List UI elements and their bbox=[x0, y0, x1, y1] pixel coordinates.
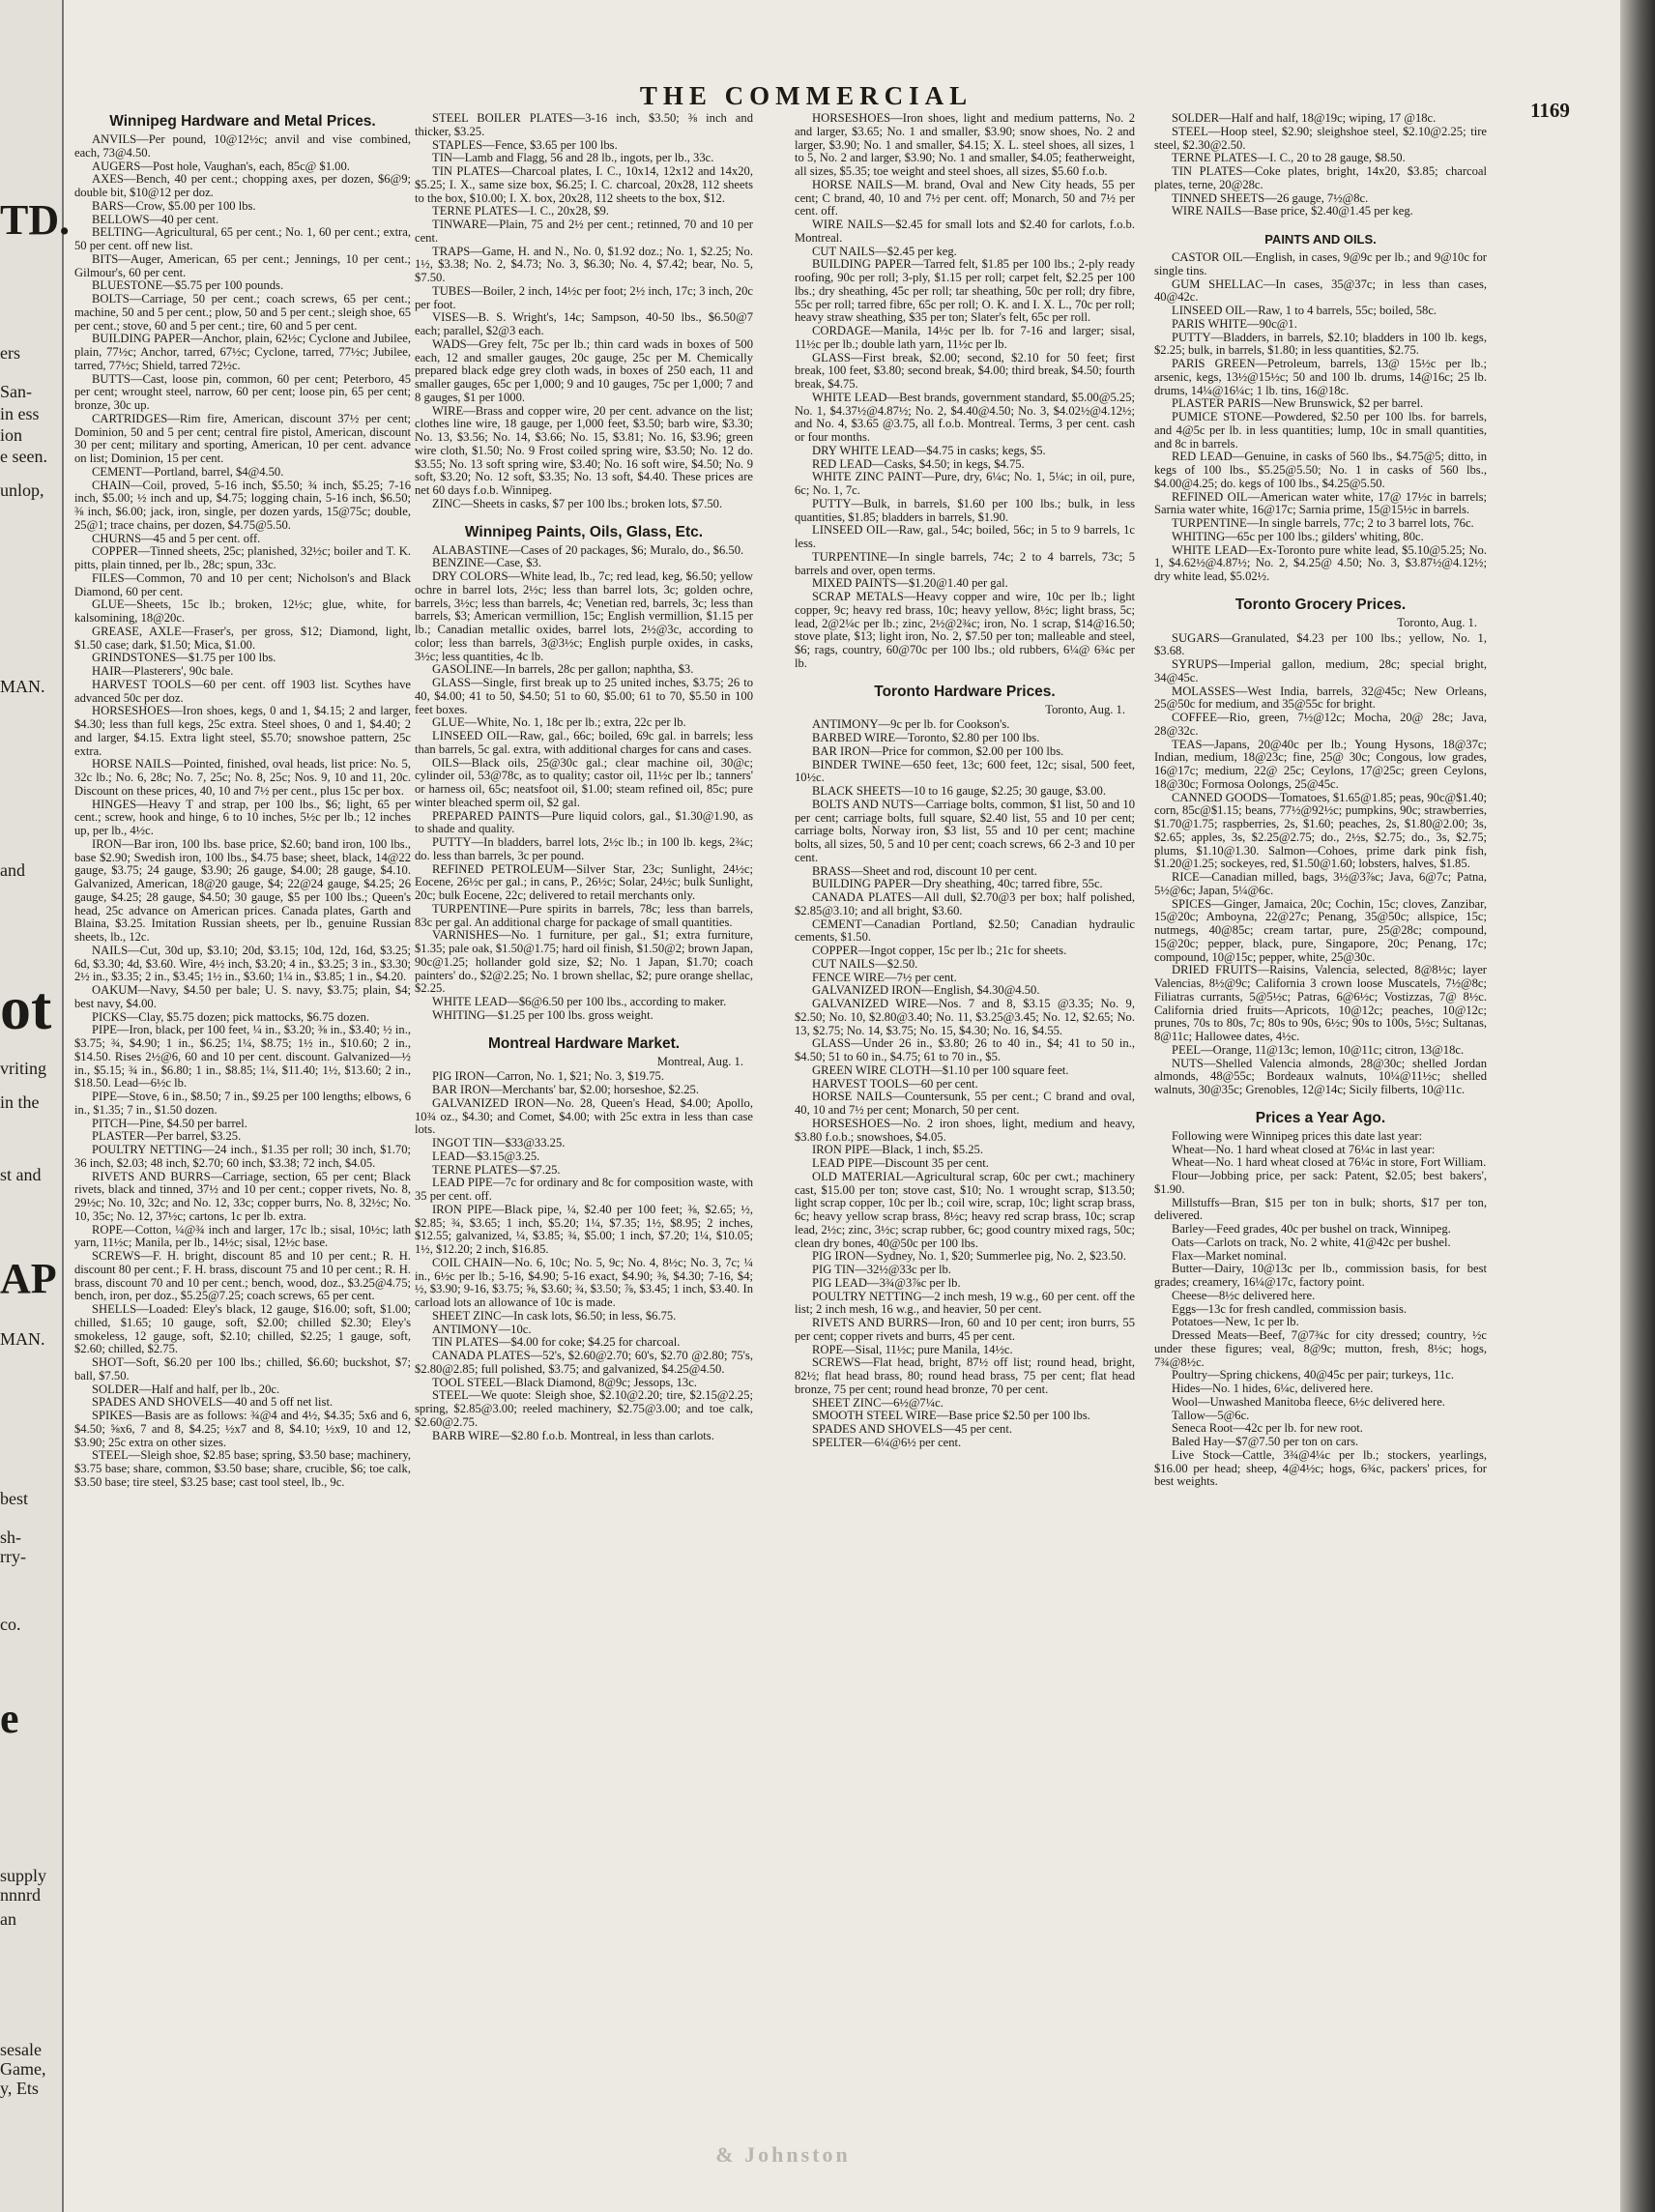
price-entry: STEEL—Hoop steel, $2.90; sleighshoe steel, $2.10@2.25; tire steel, $2.30@2.50. bbox=[1154, 124, 1487, 152]
gutter-fragment: unlop, bbox=[0, 480, 44, 500]
price-entry: PARIS GREEN—Petroleum, barrels, 13@ 15½c per lb.; arsenic, kegs, 13½@15½c; 50 and 100 lb. drums, 14@16c; 25 lb. drums, 14¼@16¼c; 1 lb. tins, 16@18c. bbox=[1154, 357, 1487, 397]
price-entry: SPELTER—6¼@6½ per cent. bbox=[812, 1435, 962, 1449]
gutter-fragment: MAN. bbox=[0, 677, 45, 696]
price-entry: BUILDING PAPER—Dry sheathing, 40c; tarred fibre, 55c. bbox=[812, 877, 1103, 891]
gutter-fragment: e seen. bbox=[0, 447, 47, 466]
section-title: Prices a Year Ago. bbox=[1255, 1109, 1386, 1126]
price-entry: HINGES—Heavy T and strap, per 100 lbs., $6; light, 65 per cent.; screw, hook and hinge, 6 to 10 inches, 5½c per lb.; 12 inches up, per lb., 4½c. bbox=[74, 797, 411, 837]
price-entry: WHITING—$1.25 per 100 lbs. gross weight. bbox=[432, 1007, 653, 1022]
price-entry: Cheese—8½c delivered here. bbox=[1172, 1288, 1316, 1302]
gutter-fragment: in the bbox=[0, 1092, 40, 1112]
price-entry: Eggs—13c for fresh candled, commission basis. bbox=[1172, 1301, 1408, 1316]
price-entry: BELLOWS—40 per cent. bbox=[92, 212, 219, 226]
price-entry: BUILDING PAPER—Anchor, plain, 62½c; Cyclone and Jubilee, plain, 77½c; Anchor, tarred, 67½c; Cyclone, tarred, 77½c; Jubilee, tarred, 77½c; Shield, tarred 72½c. bbox=[74, 332, 411, 372]
price-entry: TIN PLATES—Coke plates, bright, 14x20, $3.85; charcoal plates, terne, 20@28c. bbox=[1154, 164, 1487, 191]
price-entry: GLASS—Under 26 in., $3.80; 26 to 40 in., $4; 41 to 50 in., $4.50; 51 to 60 in., $4.75; 61 to 70 in., $5. bbox=[795, 1036, 1135, 1063]
price-entry: FENCE WIRE—7½ per cent. bbox=[812, 970, 957, 984]
masthead-title: THE COMMERCIAL bbox=[639, 81, 973, 110]
price-entry: HARVEST TOOLS—60 per cent. off 1903 list. Scythes have advanced 50c per doz. bbox=[74, 677, 411, 705]
price-entry: MIXED PAINTS—$1.20@1.40 per gal. bbox=[812, 576, 1008, 591]
price-entry: BITS—Auger, American, 65 per cent.; Jennings, 10 per cent.; Gilmour's, 60 per cent. bbox=[74, 251, 411, 279]
price-entry: TERNE PLATES—I. C., 20 to 28 gauge, $8.50. bbox=[1172, 151, 1406, 165]
price-entry: OAKUM—Navy, $4.50 per bale; U. S. navy, $3.75; plain, $4; best navy, $4.00. bbox=[74, 983, 411, 1010]
price-entry: PUMICE STONE—Powdered, $2.50 per 100 lbs. for barrels, and 4@5c per lb. in less quantities; lump, 10c in small quantities, and 8c in barrels. bbox=[1154, 410, 1487, 451]
price-entry: DRY WHITE LEAD—$4.75 in casks; kegs, $5. bbox=[812, 443, 1046, 457]
price-entry: GASOLINE—In barrels, 28c per gallon; naphtha, $3. bbox=[432, 662, 694, 677]
price-entry: SCRAP METALS—Heavy copper and wire, 10c per lb.; light copper, 9c; heavy red brass, 10c; heavy yellow, 8½c; light brass, 5c; lead, 2@2¼c per lb.; zinc, 2½@2¾c; iron, No. 1 scrap, $14@16.50; stove plate, $13; light iron, No. 2, $7.50 per ton; malleable and steel, $6; rags, country, 60@70c per 100 lbs.; old rubbers, 6¼@ 6¾c per lb. bbox=[795, 590, 1135, 670]
gutter-fragment: best bbox=[0, 1489, 28, 1508]
price-entry: CEMENT—Portland, barrel, $4@4.50. bbox=[92, 464, 284, 479]
price-entry: ANTIMONY—10c. bbox=[432, 1322, 532, 1336]
price-entry: TERNE PLATES—I. C., 20x28, $9. bbox=[432, 204, 609, 218]
price-entry: Oats—Carlots on track, No. 2 white, 41@42c per bushel. bbox=[1172, 1235, 1451, 1249]
price-entry: WHITE LEAD—Ex-Toronto pure white lead, $5.10@5.25; No. 1, $4.62½@4.87½; No. 2, $4.25@ 4.50; No. 3, $3.87½@4.12½; dry white lead, $5.02½. bbox=[1154, 542, 1487, 583]
price-entry: STEEL—Sleigh shoe, $2.85 base; spring, $3.50 base; machinery, $3.75 base; share, common, $3.50 base; share, crucible, $6; toe calk, $3.50 base; tire steel, $3.25 base; cast tool steel, lb., 9c. bbox=[74, 1448, 411, 1489]
section-title: Montreal Hardware Market. bbox=[487, 1034, 681, 1052]
price-entry: DRY COLORS—White lead, lb., 7c; red lead, keg, $6.50; yellow ochre in barrel lots, 2½c; less than barrel lots, 3c; golden ochre, barrels, 3½c; less than barrels, 4c; Venetian red, barrels, 3c; less than barrels, $3; American vermillion, 15c; English vermillion, $1.15 per lb.; Canadian metallic oxides, barrel lots, 2½@3c, according to color; less than barrels, 3@3½c; English purple oxides, in casks, 3½c; less quantities, 4c lb. bbox=[415, 569, 753, 663]
price-entry: LEAD PIPE—7c for ordinary and 8c for composition waste, with 35 per cent. off. bbox=[415, 1176, 753, 1203]
price-entry: Wool—Unwashed Manitoba fleece, 6½c delivered here. bbox=[1172, 1394, 1445, 1409]
price-entry: GLUE—Sheets, 15c lb.; broken, 12½c; glue, white, for kalsomining, 18@20c. bbox=[74, 597, 411, 625]
price-entry: BOLTS AND NUTS—Carriage bolts, common, $1 list, 50 and 10 per cent; carriage bolts, full square, $2.40 list, 55 and 10 per cent; carriage bolts, Norway iron, $3 list, 55 and 10 per cent; machine bolts, all sizes, 50, 5 and 10 per cent; coach screws, 66 2-3 and 10 per cent. bbox=[795, 797, 1135, 864]
section-title: Toronto Grocery Prices. bbox=[1234, 596, 1407, 613]
price-entry: Wheat—No. 1 hard wheat closed at 76¼c in last year: bbox=[1172, 1142, 1436, 1156]
price-entry: Butter—Dairy, 10@13c per lb., commission basis, for best grades; creamery, 16¼@17c, factory point. bbox=[1154, 1262, 1487, 1289]
price-entry: NUTS—Shelled Valencia almonds, 28@30c; shelled Jordan almonds, 48@55c; Bordeaux walnuts, 10¼@11½c; shelled walnuts, 30@35c; Grenobles, 12@14c; Sicily filberts, 10@11c. bbox=[1154, 1056, 1487, 1096]
price-entry: Live Stock—Cattle, 3¾@4¼c per lb.; stockers, yearlings, $16.00 per head; sheep, 4@4½c; hogs, 6¾c, packers' prices, for best weights. bbox=[1154, 1447, 1487, 1489]
price-entry: IRON—Bar iron, 100 lbs. base price, $2.60; band iron, 100 lbs., base $2.90; Swedish iron, 100 lbs., $4.75 base; sheet, black, 14@22 gauge, $3.75; 24 gauge, $3.90; 26 gauge, $4.00; 28 gauge, $4.10. Galvanized, American, 18@20 gauge, $4; 22@24 gauge, $4.25; 26 gauge, $4.25; 28 gauge, $4.50; 30 gauge, $5 per 100 lbs.; Queen's head, 25c advance on American prices. Canada plates, Garth and Blaina, $3.25. Imitation Russian sheets, per lb., genuine Russian sheets, lb., 12c. bbox=[74, 836, 411, 944]
price-entry: Poultry—Spring chickens, 40@45c per pair; turkeys, 11c. bbox=[1172, 1368, 1454, 1382]
price-entry: SPICES—Ginger, Jamaica, 20c; Cochin, 15c; cloves, Zanzibar, 15@20c; Amboyna, 22@27c; Penang, 35@50c; allspice, 15c; nutmegs, 40@85c; cream tartar, pure, 25@28c; compound, 15@20c; pepper, black, pure, Singapore, 20c; Penang, 17c; compound, 10@15c; pepper, white, 25@30c. bbox=[1154, 896, 1487, 964]
price-entry: PIG TIN—32½@33c per lb. bbox=[812, 1263, 951, 1276]
price-entry: WIRE NAILS—Base price, $2.40@1.45 per keg. bbox=[1172, 204, 1413, 218]
price-entry: BLUESTONE—$5.75 per 100 pounds. bbox=[92, 278, 284, 293]
price-entry: Flax—Market nominal. bbox=[1172, 1248, 1287, 1263]
price-entry: LINSEED OIL—Raw, gal., 54c; boiled, 56c; in 5 to 9 barrels, 1c less. bbox=[795, 523, 1135, 550]
price-entry: LEAD—$3.15@3.25. bbox=[432, 1149, 540, 1163]
price-entry: HORSE NAILS—Pointed, finished, oval heads, list price: No. 5, 32c lb.; No. 6, 28c; No. 7, 25c; No. 8, 25c; Nos. 9, 10 and 11, 20c. Discount on these prices, 40, 10 and 7½ per cent., plus 15c per box. bbox=[74, 757, 411, 798]
gutter-fragment: San- bbox=[0, 382, 32, 401]
price-entry: HORSE NAILS—M. brand, Oval and New City heads, 55 per cent; C brand, 40, 10 and 7½ per cent. off; Monarch, 50 and 7½ per cent. off. bbox=[795, 177, 1135, 218]
price-entry: GALVANIZED IRON—No. 28, Queen's Head, $4.00; Apollo, 10¾ oz., $4.30; and Comet, $4.00; with 25c extra in less than case lots. bbox=[415, 1095, 753, 1137]
price-entry: BELTING—Agricultural, 65 per cent.; No. 1, 60 per cent.; extra, 50 per cent. off new list. bbox=[74, 225, 411, 252]
price-entry: REFINED OIL—American water white, 17@ 17½c in barrels; Sarnia water white, 16@17c; Sarnia prime, 15@15½c in barrels. bbox=[1154, 489, 1487, 517]
price-entry: GLASS—First break, $2.00; second, $2.10 for 50 feet; first break, 100 feet, $3.80; second break, $4.00; third break, $4.50; fourth break, $4.75. bbox=[795, 350, 1135, 391]
price-entry: STEEL BOILER PLATES—3-16 inch, $3.50; ⅜ inch and thicker, $3.25. bbox=[415, 111, 753, 138]
price-entry: WADS—Grey felt, 75c per lb.; thin card wads in boxes of 500 each, 12 and smaller gauges, 20c gauge, 25c per M. Chemically prepared black edge grey cloth wads, in boxes of 250 each, 11 and smaller gauges, 65c per 1,000; 9 and 10 gauges, 75c per 1,000; 7 and 8 gauges, $1 per 1000. bbox=[415, 336, 753, 404]
price-entry: RIVETS AND BURRS—Iron, 60 and 10 per cent; iron burrs, 55 per cent; copper rivets and burrs, 45 per cent. bbox=[795, 1316, 1135, 1343]
gutter-fragment: co. bbox=[0, 1615, 21, 1634]
price-entry: Wheat—No. 1 hard wheat closed at 76¼c in store, Fort William. bbox=[1172, 1155, 1487, 1170]
price-entry: COFFEE—Rio, green, 7½@12c; Mocha, 20@ 28c; Java, 28@32c. bbox=[1154, 711, 1487, 738]
price-entry: BUTTS—Cast, loose pin, common, 60 per cent; Peterboro, 45 per cent; wrought steel, narrow, 60 per cent; loose pin, 65 per cent; bronze, 30c up. bbox=[74, 371, 411, 412]
price-entry: GLUE—White, No. 1, 18c per lb.; extra, 22c per lb. bbox=[432, 715, 686, 730]
section-subheading: PAINTS AND OILS. bbox=[1264, 232, 1377, 247]
price-entry: GLASS—Single, first break up to 25 united inches, $3.75; 26 to 40, $4.00; 41 to 50, $4.50; 51 to 60, $5.00; 61 to 70, $5.50 in 100 feet boxes. bbox=[415, 676, 753, 716]
price-entry: Seneca Root—42c per lb. for new root. bbox=[1172, 1421, 1363, 1436]
dateline: Toronto, Aug. 1. bbox=[1397, 615, 1477, 629]
price-entry: TRAPS—Game, H. and N., No. 0, $1.92 doz.; No. 1, $2.25; No. 1½, $3.38; No. 2, $4.73; No. 3, $6.30; No. 4, $7.42; bear, No. 5, $7.50. bbox=[415, 244, 753, 284]
price-entry: ANVILS—Per pound, 10@12½c; anvil and vise combined, each, 73@4.50. bbox=[74, 132, 411, 160]
price-entry: SHEET ZINC—In cask lots, $6.50; in less, $6.75. bbox=[432, 1308, 677, 1323]
price-entry: PLASTER PARIS—New Brunswick, $2 per barrel. bbox=[1172, 396, 1424, 411]
price-entry: BARB WIRE—$2.80 f.o.b. Montreal, in less than carlots. bbox=[432, 1428, 714, 1442]
price-entry: AUGERS—Post hole, Vaughan's, each, 85c@ $1.00. bbox=[92, 159, 350, 173]
price-entry: Dressed Meats—Beef, 7@7¾c for city dressed; country, ½c under these figures; veal, 8@9c; mutton, fresh, 8½c; hogs, 7¾@8½c. bbox=[1154, 1328, 1487, 1369]
price-entry: BUILDING PAPER—Tarred felt, $1.85 per 100 lbs.; 2-ply ready roofing, 90c per roll; 3-ply, $1.15 per roll; carpet felt, $2.25 per 100 lbs.; dry sheathing, 45c per roll; tar sheathing, 50c per roll; dry fibre, 55c per roll; tarred fibre, 65c per roll; O. K. and I. X. L., 70c per roll; heavy straw sheathing, $35 per ton; Slater's felt, 65c per roll. bbox=[795, 257, 1135, 325]
gutter-fragment: vriting bbox=[0, 1059, 46, 1078]
gutter-fragment: and bbox=[0, 860, 25, 880]
price-entry: TURPENTINE—In single barrels, 74c; 2 to 4 barrels, 73c; 5 barrels and over, open terms. bbox=[795, 549, 1135, 577]
price-entry: PIG IRON—Carron, No. 1, $21; No. 3, $19.75. bbox=[432, 1069, 664, 1084]
gutter-fragment: ers bbox=[0, 343, 20, 363]
price-entry: TINWARE—Plain, 75 and 2½ per cent.; retinned, 70 and 10 per cent. bbox=[415, 218, 753, 245]
gutter-fragment: MAN. bbox=[0, 1329, 45, 1349]
price-entry: SMOOTH STEEL WIRE—Base price $2.50 per 100 lbs. bbox=[812, 1409, 1090, 1423]
column-4 bbox=[1154, 112, 1487, 2162]
price-entry: SOLDER—Half and half, per lb., 20c. bbox=[92, 1382, 280, 1396]
price-entry: HARVEST TOOLS—60 per cent. bbox=[812, 1076, 978, 1091]
gutter-fragment: Game, bbox=[0, 2059, 46, 2079]
price-entry: SOLDER—Half and half, 18@19c; wiping, 17 @18c. bbox=[1172, 111, 1437, 125]
price-entry: SPADES AND SHOVELS—45 per cent. bbox=[812, 1422, 1012, 1436]
price-entry: ALABASTINE—Cases of 20 packages, $6; Muralo, do., $6.50. bbox=[432, 542, 744, 557]
price-entry: LEAD PIPE—Discount 35 per cent. bbox=[812, 1156, 989, 1170]
page-edge-shadow bbox=[1620, 0, 1655, 2212]
price-entry: TEAS—Japans, 20@40c per lb.; Young Hysons, 18@37c; Indian, medium, 18@23c; fine, 25@ 30c; Congous, low grades, 16@17c; medium, 22@ 25c; Ceylons, 17@25c; green Ceylons, 18@30c; Formosa Oolongs, 25@45c. bbox=[1154, 737, 1487, 791]
price-entry: TURPENTINE—Pure spirits in barrels, 78c; less than barrels, 83c per gal. An additional charge for package of small quantities. bbox=[415, 901, 753, 929]
price-entry: PICKS—Clay, $5.75 dozen; pick mattocks, $6.75 dozen. bbox=[92, 1009, 370, 1024]
dateline: Montreal, Aug. 1. bbox=[656, 1054, 743, 1068]
price-entry: DRIED FRUITS—Raisins, Valencia, selected, 8@8½c; layer Valencias, 8½@9c; California 3 crown loose Muscatels, 7½@8c; Filiatras currants, 5@5½c; Patras, 6@6½c; Vostizzas, 7@ 8½c. California dried fruits—Apricots, 10@12c; peaches, 10@12c; prunes, 70s to 80s, 7c; 80s to 90s, 6½c; 90s to 100s, 5½c; Sultanas, 8@11c; Hallowee dates, 4½c. bbox=[1154, 963, 1487, 1043]
gutter-fragment: nnnrd bbox=[0, 1885, 41, 1905]
price-entry: GUM SHELLAC—In cases, 35@37c; in less than cases, 40@42c. bbox=[1154, 276, 1487, 305]
price-entry: HORSESHOES—Iron shoes, light and medium patterns, No. 2 and larger, $3.65; No. 1 and smaller, $3.90; snow shoes, No. 2 and larger, $3.90; No. 1 and smaller, $4.15; X. L. steel shoes, all sizes, 1 to 5, No. 2 and larger, $3.90; No. 1 and smaller, $4.05; featherweight, all sizes, $5.35; toe weight and steel shoes, all sizes, $5.60 f.o.b. bbox=[795, 111, 1135, 178]
price-entry: STAPLES—Fence, $3.65 per 100 lbs. bbox=[432, 137, 618, 152]
price-entry: Barley—Feed grades, 40c per bushel on track, Winnipeg. bbox=[1172, 1222, 1451, 1236]
price-entry: VARNISHES—No. 1 furniture, per gal., $1; extra furniture, $1.35; pale oak, $1.50@1.75; hard oil finish, $1.50@2; brown Japan, 90c@1.25; hollander gold size, $2; No. 1 Japan, $1.70; coach painters' do., $2@2.25; No. 1 brown shellac, $2; pure orange shellac, $2.25. bbox=[415, 928, 753, 996]
price-entry: HORSE NAILS—Countersunk, 55 per cent.; C brand and oval, 40, 10 and 7½ per cent; Monarch, 50 per cent. bbox=[795, 1090, 1135, 1117]
price-entry: PREPARED PAINTS—Pure liquid colors, gal., $1.30@1.90, as to shade and quality. bbox=[415, 808, 753, 836]
gutter-fragment: sesale bbox=[0, 2040, 42, 2059]
price-entry: CASTOR OIL—English, in cases, 9@9c per lb.; and 9@10c for single tins. bbox=[1154, 250, 1487, 277]
price-entry: MOLASSES—West India, barrels, 32@45c; New Orleans, 25@50c for medium, and 35@55c for bright. bbox=[1154, 684, 1487, 712]
price-entry: LINSEED OIL—Raw, gal., 66c; boiled, 69c gal. in barrels; less than barrels, 5c gal. extra, with additional charges for cans and cases. bbox=[415, 729, 753, 756]
price-entry: TERNE PLATES—$7.25. bbox=[432, 1162, 561, 1177]
price-entry: PIG LEAD—3¾@3⅞c per lb. bbox=[812, 1275, 961, 1290]
price-entry: SUGARS—Granulated, $4.23 per 100 lbs.; yellow, No. 1, $3.68. bbox=[1154, 630, 1487, 658]
price-entry: CUT NAILS—$2.50. bbox=[812, 956, 918, 971]
gutter-fragment: an bbox=[0, 1909, 16, 1929]
gutter-fragment: sh- bbox=[0, 1528, 21, 1547]
gutter-fragment: TD. bbox=[0, 196, 71, 244]
price-entry: SPIKES—Basis are as follows: ¾@4 and 4½, $4.35; 5x6 and 6, $4.50; ⅝x6, 7 and 8, $4.25; ½x7 and 8, $4.10; ½x9, 10 and 12, $3.90; 25c extra on other sizes. bbox=[74, 1409, 411, 1449]
price-entry: CARTRIDGES—Rim fire, American, discount 37½ per cent; Dominion, 50 and 5 per cent; central fire pistol, American, discount 30 per cent; military and sporting, American, 10 per cent. advance on list; Dominion, 15 per cent. bbox=[74, 411, 411, 465]
price-entry: GALVANIZED IRON—English, $4.30@4.50. bbox=[812, 983, 1040, 998]
price-entry: COPPER—Ingot copper, 15c per lb.; 21c for sheets. bbox=[812, 944, 1067, 957]
price-entry: ROPE—Sisal, 11½c; pure Manila, 14½c. bbox=[812, 1342, 1013, 1356]
price-entry: WHITE LEAD—$6@6.50 per 100 lbs., according to maker. bbox=[432, 995, 727, 1008]
price-entry: PIPE—Iron, black, per 100 feet, ¼ in., $3.20; ⅜ in., $3.40; ½ in., $3.75; ¾, $4.90; 1 in., $6.25; 1¼, $8.75; 1½ in., $10.60; 2 in., $14.50. Rises 2½@6, 60 and 10 per cent. discount. Galvanized—½ in., $5.15; ¾ in., $6.80; 1 in., $8.85; 1¼, $11.40; 1½, $13.60; 2 in., $18.50. Lead—6½c lb. bbox=[74, 1023, 411, 1091]
price-entry: PIG IRON—Sydney, No. 1, $20; Summerlee pig, No. 2, $23.50. bbox=[812, 1249, 1126, 1264]
price-entry: Baled Hay—$7@7.50 per ton on cars. bbox=[1172, 1435, 1359, 1448]
bleed-through-text: & Johnston bbox=[715, 2142, 851, 2167]
price-entry: SHELLS—Loaded: Eley's black, 12 gauge, $16.00; soft, $1.00; chilled, $1.65; 10 gauge, soft, $2.00; chilled $2.30; Eley's smokeless, 12 gauge, soft, $2.10; chilled, $2.25; 1 gauge, soft, $2.60; chilled, $2.75. bbox=[74, 1302, 411, 1356]
price-entry: BRASS—Sheet and rod, discount 10 per cent. bbox=[812, 863, 1037, 878]
gutter-fragment: ot bbox=[0, 974, 52, 1042]
price-entry: VISES—B. S. Wright's, 14c; Sampson, 40-50 lbs., $6.50@7 each; parallel, $2@3 each. bbox=[415, 310, 753, 337]
price-entry: RICE—Canadian milled, bags, 3½@3⅞c; Java, 6@7c; Patna, 5½@6c; Japan, 5¼@6c. bbox=[1154, 870, 1487, 897]
price-entry: TINNED SHEETS—26 gauge, 7½@8c. bbox=[1172, 190, 1369, 205]
price-entry: Hides—No. 1 hides, 6¼c, delivered here. bbox=[1172, 1382, 1374, 1395]
price-entry: GREASE, AXLE—Fraser's, per gross, $12; Diamond, light, $1.50 case; dark, $1.50; Mica, $1.00. bbox=[74, 624, 411, 652]
price-entry: SCREWS—Flat head, bright, 87½ off list; round head, bright, 82½; flat head brass, 80; round head brass, 75 per cent; flat head bronze, 75 per cent; round head bronze, 70 per cent. bbox=[795, 1355, 1135, 1396]
price-entry: PUTTY—Bulk, in barrels, $1.60 per 100 lbs.; bulk, in less quantities, $1.85; bladders in barrels, $1.90. bbox=[795, 496, 1135, 524]
price-entry: BARS—Crow, $5.00 per 100 lbs. bbox=[92, 198, 256, 213]
price-entry: BAR IRON—Price for common, $2.00 per 100 lbs. bbox=[812, 743, 1064, 758]
price-entry: CORDAGE—Manila, 14½c per lb. for 7-16 and larger; sisal, 11½c per lb.; double lath yarn, 11½c per lb. bbox=[795, 324, 1135, 351]
price-entry: REFINED PETROLEUM—Silver Star, 23c; Sunlight, 24½c; Eocene, 26½c per gal.; in cans, P., 26½c; Solar, 24½c; bulk Sunlight, 20c; bulk Eocene, 22c; delivered to retail merchants only. bbox=[415, 861, 753, 902]
gutter-fragment: supply bbox=[0, 1866, 47, 1885]
price-entry: RED LEAD—Casks, $4.50; in kegs, $4.75. bbox=[812, 456, 1025, 471]
price-entry: WIRE NAILS—$2.45 for small lots and $2.40 for carlots, f.o.b. Montreal. bbox=[795, 218, 1135, 245]
price-entry: CANADA PLATES—52's, $2.60@2.70; 60's, $2.70 @2.80; 75's, $2.80@2.85; full polished, $3.75; and galvanized, $4.25@4.50. bbox=[415, 1349, 753, 1376]
price-entry: RIVETS AND BURRS—Carriage, section, 65 per cent; Black rivets, black and tinned, 37½ and 10 per cent.; copper rivets, No. 8, 29½c; No. 10, 32c; and No. 12, 33c; copper burrs, No. 8, 32½c; No. 10, 35c; No. 12, 37½c; cartons, 1c per lb. extra. bbox=[74, 1169, 411, 1223]
price-entry: PEEL—Orange, 11@13c; lemon, 10@11c; citron, 13@18c. bbox=[1172, 1042, 1465, 1057]
price-entry: NAILS—Cut, 30d up, $3.10; 20d, $3.15; 10d, 12d, 16d, $3.25; 6d, $3.30; 4d, $3.60. Wire, 4½ inch, $3.20; 4 in., $3.25; 3 in., $3.30; 2½ in., $3.35; 2 in., $3.45; 1½ in., $3.60; 1¼ in., $3.85; 1 in., $4.20. bbox=[74, 943, 411, 984]
price-entry: CHAIN—Coil, proved, 5-16 inch, $5.50; ¾ inch, $5.25; 7-16 inch, $5.00; ½ inch and up, $4.75; logging chain, 5-16 inch, $6.50; ⅜ inch, $6.00; jack, iron, single, per dozen yards, 15@75c; double, 25@1; trace chains, per dozen, $4.75@5.50. bbox=[74, 478, 411, 532]
price-entry: COPPER—Tinned sheets, 25c; planished, 32½c; boiler and T. K. pitts, plain tinned, per lb., 28c; spun, 33c. bbox=[74, 544, 411, 571]
price-entry: HAIR—Plasterers', 90c bale. bbox=[92, 664, 234, 678]
price-entry: HORSESHOES—No. 2 iron shoes, light, medium and heavy, $3.80 f.o.b.; snowshoes, $4.05. bbox=[795, 1116, 1135, 1144]
price-entry: GRINDSTONES—$1.75 per 100 lbs. bbox=[92, 651, 276, 665]
price-entry: COIL CHAIN—No. 6, 10c; No. 5, 9c; No. 4, 8½c; No. 3, 7c; ¼ in., 6½c per lb.; 5-16, $4.90; 5-16 exact, $4.90; ⅜, $4.30; 7-16, $4; ½, $3.90; 9-16, $3.75; ⅝, $3.60; ¾, $3.50; ⅞, $3.45; 1 inch, $3.40. In carload lots an allowance of 10c is made. bbox=[415, 1255, 753, 1309]
gutter-fragment: rry- bbox=[0, 1547, 26, 1566]
price-entry: OILS—Black oils, 25@30c gal.; clear machine oil, 30@c; cylinder oil, 53@78c, as to quality; castor oil, 11½c per lb.; tanners' or harness oil, 65c; neatsfoot oil, $1.00; steam refined oil, 85c; pure winter bleached sperm oil, $2 gal. bbox=[415, 755, 753, 809]
price-entry: PLASTER—Per barrel, $3.25. bbox=[92, 1129, 242, 1144]
dateline: Toronto, Aug. 1. bbox=[1045, 702, 1125, 716]
column-3 bbox=[795, 112, 1135, 2162]
price-entry: Tallow—5@6c. bbox=[1172, 1408, 1250, 1422]
price-entry: WHITING—65c per 100 lbs.; gilders' whiting, 80c. bbox=[1172, 529, 1424, 543]
price-entry: OLD MATERIAL—Agricultural scrap, 60c per cwt.; machinery cast, $15.00 per ton; stove cast, $10; No. 1 wrought scrap, $13.50; light scrap copper, 10c per lb.; coil wire, scrap, 10c; light scrap brass, 6c; heavy yellow scrap brass, 8½c; heavy red scrap brass, 10c; scrap lead, 2½c; zinc, 3½c; scrap rubber, 6c; good country mixed rags, 50c; clean dry bones, 40@50c per 100 lbs. bbox=[795, 1169, 1135, 1250]
price-entry: SPADES AND SHOVELS—40 and 5 off net list. bbox=[92, 1395, 334, 1410]
price-entry: CANNED GOODS—Tomatoes, $1.65@1.85; peas, 90c@$1.40; corn, 85c@$1.15; beans, 77½@92½c; pumpkins, 90c; strawberries, $1.70@1.75; raspberries, 2s, $1.60; peaches, 2s, $1.80@2.00; 3s, $2.65; apples, 3s, $2.25@2.75; do., 2½s, $2.75; do., 3s, $2.75; plums, $1.10@1.30. Salmon—Cohoes, prime dark pink fish, $1.20@1.25; sockeyes, red, $1.50@1.60; lobsters, halves, $1.85. bbox=[1154, 790, 1487, 871]
column-2 bbox=[415, 112, 753, 2162]
price-entry: Millstuffs—Bran, $15 per ton in bulk; shorts, $17 per ton, delivered. bbox=[1154, 1195, 1487, 1223]
price-entry: INGOT TIN—$33@33.25. bbox=[432, 1136, 566, 1150]
gutter-fragment: y, Ets bbox=[0, 2079, 39, 2098]
price-entry: SYRUPS—Imperial gallon, medium, 28c; special bright, 34@45c. bbox=[1154, 657, 1487, 684]
price-entry: ANTIMONY—9c per lb. for Cookson's. bbox=[812, 717, 1010, 732]
price-entry: CUT NAILS—$2.45 per keg. bbox=[812, 244, 957, 258]
price-entry: BARBED WIRE—Toronto, $2.80 per 100 lbs. bbox=[812, 731, 1040, 744]
price-entry: STEEL—We quote: Sleigh shoe, $2.10@2.20; tire, $2.15@2.25; spring, $2.85@3.00; reeled machinery, $2.75@3.00; and toe calk, $2.60@2.75. bbox=[415, 1388, 753, 1429]
price-entry: Flour—Jobbing price, per sack: Patent, $2.05; best bakers', $1.90. bbox=[1154, 1169, 1487, 1196]
section-title: Winnipeg Paints, Oils, Glass, Etc. bbox=[464, 523, 704, 540]
section-title: Winnipeg Hardware and Metal Prices. bbox=[109, 113, 376, 130]
price-entry: POULTRY NETTING—24 inch., $1.35 per roll; 30 inch, $1.70; 36 inch, $2.03; 48 inch, $2.70; 60 inch, $3.38; 72 inch, $4.05. bbox=[74, 1143, 411, 1170]
gutter-fragment: ion bbox=[0, 425, 23, 445]
price-entry: SHOT—Soft, $6.20 per 100 lbs.; chilled, $6.60; buckshot, $7; ball, $7.50. bbox=[74, 1355, 411, 1382]
gutter-fragment: st and bbox=[0, 1165, 42, 1184]
price-entry: RED LEAD—Genuine, in casks of 560 lbs., $4.75@5; ditto, in kegs of 100 lbs., $5.25@5.50; No. 1 in casks of 560 lbs., $4.00@4.25; do. kegs of 100 lbs., $4.25@5.50. bbox=[1154, 450, 1487, 490]
price-entry: GREEN WIRE CLOTH—$1.10 per 100 square feet. bbox=[812, 1062, 1069, 1077]
price-entry: CHURNS—45 and 5 per cent. off. bbox=[92, 531, 261, 545]
price-entry: GALVANIZED WIRE—Nos. 7 and 8, $3.15 @3.35; No. 9, $2.50; No. 10, $2.80@3.40; No. 11, $3.25@3.45; No. 12, $2.65; No. 13, $2.75; No. 14, $3.75; No. 15, $4.30; No. 16, $4.55. bbox=[795, 997, 1135, 1037]
price-entry: IRON PIPE—Black, 1 inch, $5.25. bbox=[812, 1143, 984, 1157]
price-entry: SCREWS—F. H. bright, discount 85 and 10 per cent.; R. H. discount 80 per cent.; F. H. brass, discount 75 and 10 per cent.; R. H. brass, discount 70 and 10 per cent.; bench, wood, doz., $3.25@4.75; bench, iron, per doz., $5.25@7.25; coach screws, 65 per cent. bbox=[74, 1249, 411, 1303]
price-entry: ROPE—Cotton, ¼@¾ inch and larger, 17c lb.; sisal, 10½c; lath yarn, 11½c; Manila, per lb., 14½c; sisal, 12½c base. bbox=[74, 1222, 411, 1250]
gutter-fragment: AP bbox=[0, 1255, 57, 1302]
price-entry: BAR IRON—Merchants' bar, $2.00; horseshoe, $2.25. bbox=[432, 1083, 699, 1096]
price-entry: CEMENT—Canadian Portland, $2.50; Canadian hydraulic cements, $1.50. bbox=[795, 917, 1135, 945]
left-gutter-adjacent-page bbox=[0, 0, 71, 2212]
gutter-fragment: in ess bbox=[0, 404, 40, 423]
price-entry: PARIS WHITE—90c@1. bbox=[1172, 316, 1297, 331]
price-entry: TIN PLATES—$4.00 for coke; $4.25 for charcoal. bbox=[432, 1335, 681, 1350]
price-entry: WHITE LEAD—Best brands, government standard, $5.00@5.25; No. 1, $4.37½@4.87½; No. 2, $4.40@4.50; No. 3, $4.02½@4.12½; and No. 4, $3.65 @3.75, all f.o.b. Montreal. Terms, 3 per cent. cash or four months. bbox=[795, 390, 1135, 444]
gutter-fragment: e bbox=[0, 1695, 19, 1742]
page-number: 1169 bbox=[1530, 99, 1570, 122]
price-entry: PUTTY—Bladders, in barrels, $2.10; bladders in 100 lb. kegs, $2.25; bulk, in barrels, $1.80; in less quantities, $2.75. bbox=[1154, 330, 1487, 358]
price-entry: WHITE ZINC PAINT—Pure, dry, 6¼c; No. 1, 5¼c; in oil, pure, 6c; No. 1, 7c. bbox=[795, 470, 1135, 497]
price-entry: HORSESHOES—Iron shoes, kegs, 0 and 1, $4.15; 2 and larger, $4.30; less than full kegs, 25c extra. Steel shoes, 0 and 1, $4.40; 2 and larger, $4.15. Extra light steel, $5.70; snowshoe pattern, 25c extra. bbox=[74, 704, 411, 758]
price-entry: SHEET ZINC—6½@7¼c. bbox=[812, 1395, 944, 1410]
price-entry: BOLTS—Carriage, 50 per cent.; coach screws, 65 per cent.; machine, 50 and 5 per cent.; plow, 50 and 5 per cent.; sleigh shoe, 65 per cent.; stove, 60 and 5 per cent.; tire, 60 and 5 per cent. bbox=[74, 292, 411, 333]
price-entry: ZINC—Sheets in casks, $7 per 100 lbs.; broken lots, $7.50. bbox=[432, 496, 723, 510]
price-entry: Potatoes—New, 1c per lb. bbox=[1172, 1315, 1299, 1329]
price-entry: BLACK SHEETS—10 to 16 gauge, $2.25; 30 gauge, $3.00. bbox=[812, 784, 1106, 798]
price-entry: POULTRY NETTING—2 inch mesh, 19 w.g., 60 per cent. off the list; 2 inch mesh, 16 w.g., and heavier, 50 per cent. bbox=[795, 1289, 1135, 1317]
price-entry: TIN PLATES—Charcoal plates, I. C., 10x14, 12x12 and 14x20, $5.25; I. X., same size box, $6.25; I. C. charcoal, 20x28, 112 sheets to the box, $10.00; I. X. box, 20x28, 112 sheets to the box, $12. bbox=[415, 164, 753, 205]
price-entry: Following were Winnipeg prices this date last year: bbox=[1172, 1128, 1423, 1143]
price-entry: CANADA PLATES—All dull, $2.70@3 per box; half polished, $2.85@3.10; and all bright, $3.60. bbox=[795, 890, 1135, 917]
price-entry: PIPE—Stove, 6 in., $8.50; 7 in., $9.25 per 100 lengths; elbows, 6 in., $1.35; 7 in., $1.50 dozen. bbox=[74, 1090, 411, 1117]
price-entry: WIRE—Brass and copper wire, 20 per cent. advance on the list; clothes line wire, 18 gauge, per 1,000 feet, $3.50; barb wire, $3.30; No. 13, $3.56; No. 14, $3.66; No. 15, $3.81; No. 16, $3.96; green wire cloth, $1.50; No. 9 Frost coiled spring wire, $3.50; No. 12 do. $3.55; No. 13 soft spring wire, $3.40; No. 16 soft wire, $4.50; No. 9 soft, $3.20; No. 12 soft, $3.35; No. 13 soft, $4.40. These prices are net 60 days f.o.b. Winnipeg. bbox=[415, 403, 753, 497]
price-entry: TIN—Lamb and Flagg, 56 and 28 lb., ingots, per lb., 33c. bbox=[432, 151, 714, 165]
price-entry: PITCH—Pine, $4.50 per barrel. bbox=[92, 1116, 247, 1130]
price-entry: TOOL STEEL—Black Diamond, 8@9c; Jessops, 13c. bbox=[432, 1375, 697, 1389]
price-entry: FILES—Common, 70 and 10 per cent; Nicholson's and Black Diamond, 60 per cent. bbox=[74, 570, 411, 598]
price-entry: IRON PIPE—Black pipe, ¼, $2.40 per 100 feet; ⅜, $2.65; ½, $2.85; ¾, $3.65; 1 inch, $5.20; 1¼, $7.35; 1½, $8.95; 2 inches, $12.55; galvanized, ¼, $3.85; ¾, $5.00; 1 inch, $7.20; 1¼, $10.05; 1½, $12.20; 2 inch, $16.85. bbox=[415, 1202, 753, 1256]
price-entry: PUTTY—In bladders, barrel lots, 2½c lb.; in 100 lb. kegs, 2¾c; do. less than barrels, 3c per pound. bbox=[415, 835, 753, 862]
price-entry: LINSEED OIL—Raw, 1 to 4 barrels, 55c; boiled, 58c. bbox=[1172, 304, 1437, 317]
price-entry: TURPENTINE—In single barrels, 77c; 2 to 3 barrel lots, 76c. bbox=[1172, 516, 1474, 530]
price-entry: BENZINE—Case, $3. bbox=[432, 556, 541, 570]
column-1 bbox=[74, 112, 411, 2162]
price-entry: TUBES—Boiler, 2 inch, 14½c per foot; 2½ inch, 17c; 3 inch, 20c per foot. bbox=[415, 283, 753, 311]
price-entry: AXES—Bench, 40 per cent.; chopping axes, per dozen, $6@9; double bit, $10@12 per doz. bbox=[74, 172, 411, 199]
section-title: Toronto Hardware Prices. bbox=[874, 683, 1056, 700]
price-entry: BINDER TWINE—650 feet, 13c; 600 feet, 12c; sisal, 500 feet, 10½c. bbox=[795, 757, 1135, 785]
